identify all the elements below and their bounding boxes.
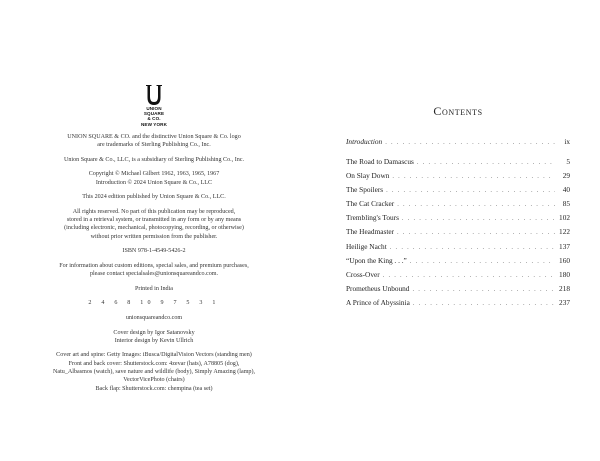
- toc-entry-page: 180: [559, 269, 570, 279]
- toc-leader-dots: [390, 243, 555, 252]
- toc-entry-page: 218: [559, 283, 570, 293]
- text-line: (including electronic, mechanical, photocopying, recording, or otherwise): [64, 225, 244, 232]
- copyright-page: [48, 84, 260, 399]
- toc-entry-title: The Headmaster: [346, 227, 395, 237]
- text-line: Printed in India: [135, 285, 173, 292]
- toc-entry: [346, 213, 570, 223]
- toc-entry-title: On Slay Down: [346, 171, 390, 181]
- copyright-paragraph: [48, 285, 260, 293]
- toc-entry-page: 5: [566, 157, 570, 166]
- logo-text-line: UNION: [146, 106, 162, 111]
- toc-leader-dots: [392, 172, 555, 181]
- credit-line: VectorVicePhoto (chairs): [123, 377, 185, 384]
- toc-entry-page: 160: [559, 255, 570, 265]
- toc-leader-dots: [410, 257, 555, 266]
- logo-text-line: NEW YORK: [141, 121, 167, 127]
- text-line: ISBN 978-1-4549-5426-2: [122, 248, 186, 255]
- contents-page: [346, 104, 570, 312]
- text-line: All rights reserved. No part of this publication may be reproduced,: [72, 208, 236, 215]
- text-line: stored in a retrieval system, or transmitted in any form or by any means: [66, 217, 242, 224]
- toc-leader-dots: [397, 228, 555, 237]
- toc-entry-page: ix: [564, 137, 570, 146]
- toc-entry-page: 102: [559, 213, 570, 223]
- toc-entry-title: Cross-Over: [346, 269, 380, 279]
- contents-title: Contents: [433, 104, 483, 118]
- toc-entry: [346, 157, 570, 167]
- toc-entry-page: 137: [559, 241, 570, 251]
- toc-leader-dots: [386, 186, 555, 195]
- design-credits: [48, 329, 260, 346]
- credit-line: Natu_Albasmos (watch), save nature and wildlife (body), Simply Amazing (lamp),: [52, 369, 256, 376]
- toc-leader-dots: [402, 214, 555, 223]
- toc-entry: [346, 284, 570, 294]
- toc-entry-title: Trembling's Tours: [346, 213, 399, 223]
- toc-entry-page: 237: [559, 297, 570, 307]
- toc-entry-title: The Cat Cracker: [346, 199, 395, 209]
- toc-entry-title: The Road to Damascus: [346, 157, 414, 166]
- toc-entry-page: 122: [559, 227, 570, 237]
- credit-line: Back flap: Shutterstock.com: chempina (tea set): [95, 385, 213, 392]
- text-line: Union Square & Co., LLC, is a subsidiary of Sterling Publishing Co., Inc.: [63, 156, 245, 163]
- toc-entry: [346, 171, 570, 181]
- toc-entry: [346, 256, 570, 266]
- text-line: are trademarks of Sterling Publishing Co., Inc.: [97, 142, 211, 149]
- toc-entry: [346, 242, 570, 252]
- text-line: Introduction © 2024 Union Square & Co., LLC: [95, 179, 213, 186]
- toc-entry: [346, 185, 570, 195]
- toc-leader-dots: [397, 200, 555, 209]
- publisher-website: unionsquareandco.com: [125, 314, 183, 321]
- text-line: please contact specialsales@unionsquareandco.com.: [89, 271, 219, 278]
- toc-entry-title: “Upon the King . . .”: [346, 255, 407, 265]
- toc-leader-dots: [385, 138, 555, 147]
- copyright-paragraph: [48, 170, 260, 187]
- credit-line: Front and back cover: Shutterstock.com: 4zevar (hats), A78805 (dog),: [68, 360, 240, 367]
- toc-entry-title: A Prince of Abyssinia: [346, 297, 410, 307]
- text-line: UNION SQUARE & CO. and the distinctive Union Square & Co. logo: [67, 133, 241, 140]
- copyright-paragraph: [48, 262, 260, 279]
- art-credits: [48, 351, 260, 392]
- logo-text-line: & CO.: [147, 116, 161, 122]
- toc-entry-page: 40: [562, 185, 570, 195]
- toc-entry-title: Heilige Nacht: [346, 241, 387, 251]
- union-square-u-logo-icon: [143, 84, 165, 106]
- printing-line: 2 4 6 8 10 9 7 5 3 1: [88, 300, 220, 307]
- copyright-paragraph: [48, 156, 260, 164]
- logo-wordmark: [134, 106, 174, 127]
- toc-entry: [346, 270, 570, 280]
- toc-entry: [346, 298, 570, 308]
- copyright-paragraph: [48, 247, 260, 255]
- toc-entry-title: The Spoilers: [346, 185, 384, 195]
- credit-line: Cover design by Igor Satanovsky: [113, 329, 195, 336]
- table-of-contents: [346, 137, 570, 308]
- text-line: Copyright © Michael Gilbert 1962, 1963, 1965, 1967: [88, 171, 220, 178]
- toc-entry: [346, 199, 570, 209]
- logo-text-line: SQUARE: [143, 111, 165, 117]
- credit-line: Cover art and spine: Getty Images: iBusca/DigitalVision Vectors (standing men): [56, 352, 252, 359]
- copyright-paragraph: [48, 193, 260, 201]
- toc-leader-dots: [413, 299, 555, 308]
- toc-leader-dots: [383, 271, 555, 280]
- toc-leader-dots: [417, 158, 555, 167]
- toc-entry-page: 85: [562, 199, 570, 209]
- credit-line: Interior design by Kevin Ullrich: [114, 337, 194, 344]
- toc-entry-title: Introduction: [346, 137, 383, 146]
- publisher-logo: [134, 84, 174, 127]
- toc-entry-title: Prometheus Unbound: [346, 283, 410, 293]
- text-line: For information about custom editions, special sales, and premium purchases,: [59, 262, 249, 269]
- copyright-paragraph: [48, 208, 260, 241]
- toc-leader-dots: [412, 285, 555, 294]
- toc-entry-page: 29: [562, 171, 570, 181]
- copyright-paragraphs: [48, 133, 260, 293]
- text-line: This 2024 edition published by Union Square & Co., LLC.: [82, 194, 226, 201]
- toc-entry: [346, 137, 570, 147]
- toc-entry: [346, 227, 570, 237]
- text-line: without prior written permission from the publisher.: [90, 233, 218, 240]
- copyright-paragraph: [48, 133, 260, 150]
